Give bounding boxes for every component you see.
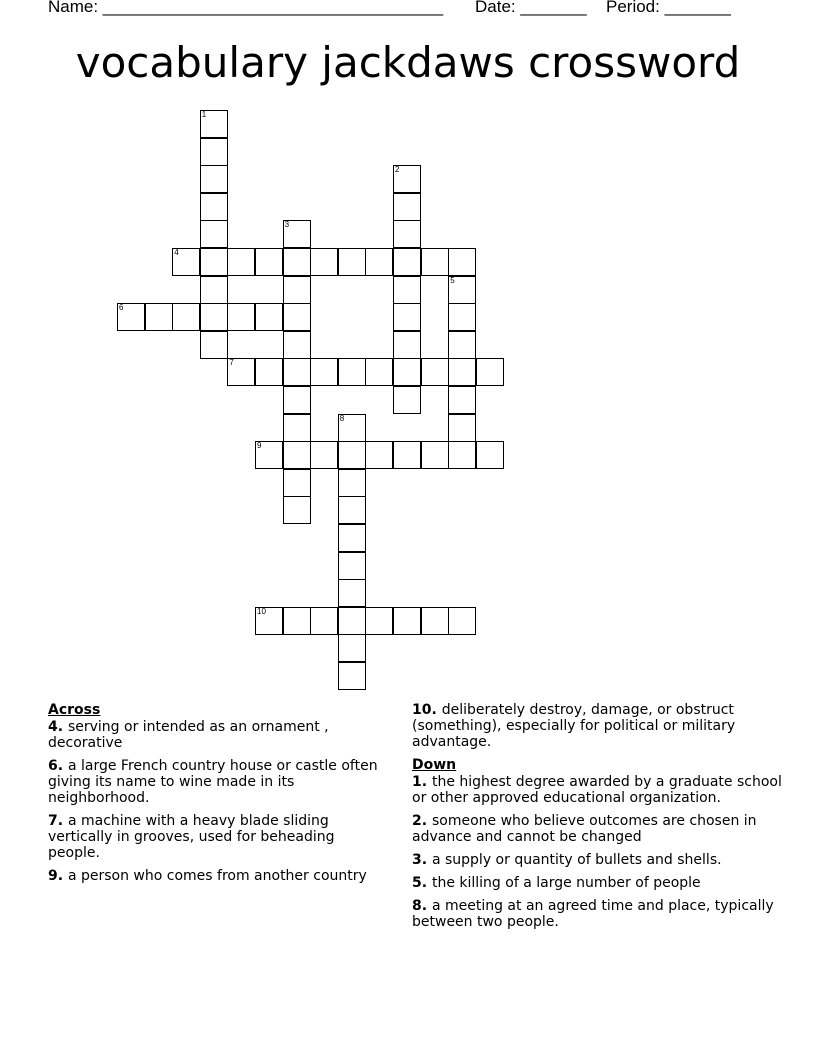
grid-cell[interactable] <box>338 248 366 276</box>
grid-cell[interactable] <box>393 358 421 386</box>
grid-cell[interactable] <box>227 303 255 331</box>
grid-cell[interactable] <box>448 331 476 359</box>
down-clue-5: 5. the killing of a large number of people <box>412 875 701 891</box>
date-field[interactable]: Date: _______ <box>475 0 587 16</box>
grid-cell[interactable] <box>448 386 476 414</box>
grid-cell[interactable] <box>283 441 311 469</box>
down-heading: Down <box>412 757 457 773</box>
grid-cell[interactable] <box>393 303 421 331</box>
grid-cell[interactable] <box>283 386 311 414</box>
down-clue-8: 8. a meeting at an agreed time and place, typically between two people. <box>412 898 774 930</box>
grid-cell[interactable] <box>338 552 366 580</box>
clue-number-label: 3 <box>284 220 290 230</box>
clue-number-label: 6 <box>119 303 124 313</box>
clue-number-label: 2 <box>395 165 400 175</box>
grid-cell[interactable] <box>365 607 393 635</box>
grid-cell[interactable] <box>338 634 366 662</box>
grid-cell[interactable] <box>310 441 338 469</box>
grid-cell[interactable] <box>338 579 366 607</box>
grid-cell[interactable] <box>283 496 311 524</box>
down-clue-3: 3. a supply or quantity of bullets and shells. <box>412 852 722 868</box>
grid-cell[interactable] <box>200 331 228 359</box>
grid-cell[interactable] <box>283 414 311 442</box>
grid-cell[interactable] <box>200 193 228 221</box>
grid-cell[interactable] <box>255 248 283 276</box>
grid-cell[interactable] <box>338 496 366 524</box>
across-clue-10: 10. deliberately destroy, damage, or obstruct (something), especially for political or military advantage. <box>412 702 736 750</box>
grid-cell[interactable] <box>200 165 228 193</box>
grid-cell[interactable] <box>448 248 476 276</box>
grid-cell[interactable] <box>393 386 421 414</box>
down-clue-1: 1. the highest degree awarded by a graduate school or other approved educational organization. <box>412 774 782 806</box>
clues-left-column <box>48 702 378 891</box>
grid-cell[interactable] <box>145 303 173 331</box>
grid-cell[interactable] <box>338 441 366 469</box>
grid-cell[interactable] <box>283 276 311 304</box>
grid-cell[interactable] <box>310 607 338 635</box>
clue-number-label: 1 <box>201 110 207 119</box>
period-field[interactable]: Period: _______ <box>606 0 731 16</box>
grid-cell[interactable] <box>393 276 421 304</box>
grid-cell[interactable] <box>393 607 421 635</box>
across-clue-6: 6. a large French country house or castle often giving its name to wine made in its neighborhood. <box>48 758 378 806</box>
grid-cell[interactable] <box>448 441 476 469</box>
across-clue-4: 4. serving or intended as an ornament , decorative <box>48 719 329 751</box>
grid-cell[interactable] <box>338 524 366 552</box>
grid-cell[interactable] <box>255 358 283 386</box>
grid-cell[interactable] <box>200 220 228 248</box>
grid-cell[interactable] <box>393 220 421 248</box>
grid-cell[interactable] <box>421 607 449 635</box>
grid-cell[interactable] <box>310 358 338 386</box>
grid-cell[interactable] <box>283 607 311 635</box>
clue-number-label: 7 <box>229 358 234 368</box>
grid-cell[interactable] <box>200 138 228 166</box>
grid-cell[interactable] <box>421 248 449 276</box>
clue-number-label: 8 <box>339 413 345 423</box>
down-clue-2: 2. someone who believe outcomes are chosen in advance and cannot be changed <box>412 813 757 845</box>
clues-right-column <box>412 702 782 937</box>
grid-cell[interactable] <box>421 441 449 469</box>
grid-cell[interactable] <box>448 607 476 635</box>
grid-cell[interactable] <box>283 331 311 359</box>
grid-cell[interactable] <box>200 248 228 276</box>
grid-cell[interactable] <box>365 441 393 469</box>
grid-cell[interactable] <box>476 358 504 386</box>
grid-cell[interactable] <box>283 248 311 276</box>
grid-cell[interactable] <box>476 441 504 469</box>
grid-cell[interactable] <box>365 248 393 276</box>
grid-cell[interactable] <box>393 441 421 469</box>
grid-cell[interactable] <box>393 331 421 359</box>
grid-cell[interactable] <box>283 469 311 497</box>
grid-cell[interactable] <box>365 358 393 386</box>
grid-cell[interactable] <box>393 248 421 276</box>
grid-cell[interactable] <box>200 276 228 304</box>
grid-cell[interactable] <box>283 303 311 331</box>
grid-cell[interactable] <box>448 303 476 331</box>
grid-cell[interactable] <box>338 358 366 386</box>
grid-cell[interactable] <box>200 303 228 331</box>
grid-cell[interactable] <box>421 358 449 386</box>
page-title: vocabulary jackdaws crossword <box>75 38 741 87</box>
clue-number-label: 9 <box>257 441 262 451</box>
grid-cell[interactable] <box>338 469 366 497</box>
grid-cell[interactable] <box>338 607 366 635</box>
clue-number-label: 5 <box>450 275 455 285</box>
name-field[interactable]: Name: ____________________________________ <box>48 0 444 16</box>
grid-cell[interactable] <box>310 248 338 276</box>
across-clue-9: 9. a person who comes from another country <box>48 868 367 884</box>
across-heading: Across <box>48 702 101 718</box>
grid-cell[interactable] <box>448 358 476 386</box>
grid-cell[interactable] <box>283 358 311 386</box>
clue-number-label: 4 <box>174 248 179 257</box>
grid-cell[interactable] <box>448 414 476 442</box>
grid-cell[interactable] <box>393 193 421 221</box>
grid-cell[interactable] <box>227 248 255 276</box>
grid-cell[interactable] <box>338 662 366 690</box>
grid-cell[interactable] <box>172 303 200 331</box>
grid-cell[interactable] <box>255 303 283 331</box>
clue-number-label: 10 <box>257 606 266 616</box>
across-clue-7: 7. a machine with a heavy blade sliding vertically in grooves, used for beheading people. <box>48 813 335 861</box>
